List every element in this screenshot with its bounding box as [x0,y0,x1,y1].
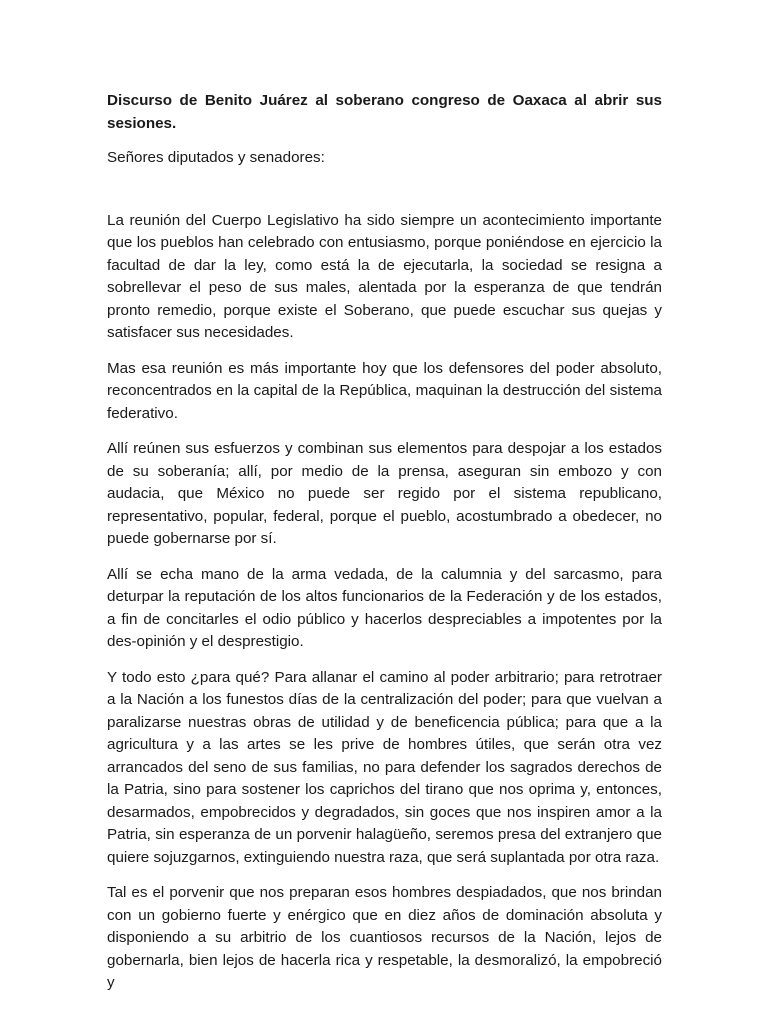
paragraph-5: Y todo esto ¿para qué? Para allanar el camino al poder arbitrario; para retrotraer a la Nación a los funestos días de la centralización del poder; para que vuelvan a paralizarse nuestras obras de utilidad y de beneficencia pública; para que a la agricultura y a las artes se les prive de hombres útiles, que serán otra vez arrancados del seno de sus familias, no para defender los sagrados derechos de la Patria, sino para sostener los caprichos del tirano que nos oprima y, entonces, desarmados, empobrecidos y degradados, sin goces que nos inspiren amor a la Patria, sin esperanza de un porvenir halagüeño, seremos presa del extranjero que quiere sojuzgarnos, extinguiendo nuestra raza, que será suplantada por otra raza. [107,668,662,866]
paragraph-3: Allí reúnen sus esfuerzos y combinan sus elementos para despojar a los estados de su soberanía; allí, por medio de la prensa, aseguran sin embozo y con audacia, que México no puede ser regido por el sistema republicano, representativo, popular, federal, porque el pueblo, acostumbrado a obedecer, no puede gobernarse por sí. [107,440,662,547]
paragraph-4: Allí se echa mano de la arma vedada, de la calumnia y del sarcasmo, para deturpar la reputación de los altos funcionarios de la Federación y de los estados, a fin de concitarles el odio público y hacerlos despreciables a impotentes por la des-opinión y el desprestigio. [107,565,662,650]
document-page [107,90,662,995]
paragraph-6: Tal es el porvenir que nos preparan esos hombres despiadados, que nos brindan con un gobierno fuerte y enérgico que en diez años de dominación absoluta y disponiendo a su arbitrio de los cuantiosos recursos de la Nación, lejos de gobernarla, bien lejos de hacerla rica y respetable, la desmoralizó, la empobreció y [107,884,662,991]
salutation: Señores diputados y senadores: [107,149,325,166]
paragraph-1: La reunión del Cuerpo Legislativo ha sido siempre un acontecimiento importante que los pueblos han celebrado con entusiasmo, porque poniéndose en ejercicio la facultad de dar la ley, como está la de ejecutarla, la sociedad se resigna a sobrellevar el peso de sus males, alentada por la esperanza de que tendrán pronto remedio, porque existe el Soberano, que puede escuchar sus quejas y satisfacer sus necesidades. [107,211,662,341]
document-title: Discurso de Benito Juárez al soberano congreso de Oaxaca al abrir sus sesiones. [107,92,662,132]
paragraph-2: Mas esa reunión es más importante hoy que los defensores del poder absoluto, reconcentrados en la capital de la República, maquinan la destrucción del sistema federativo. [107,359,662,422]
